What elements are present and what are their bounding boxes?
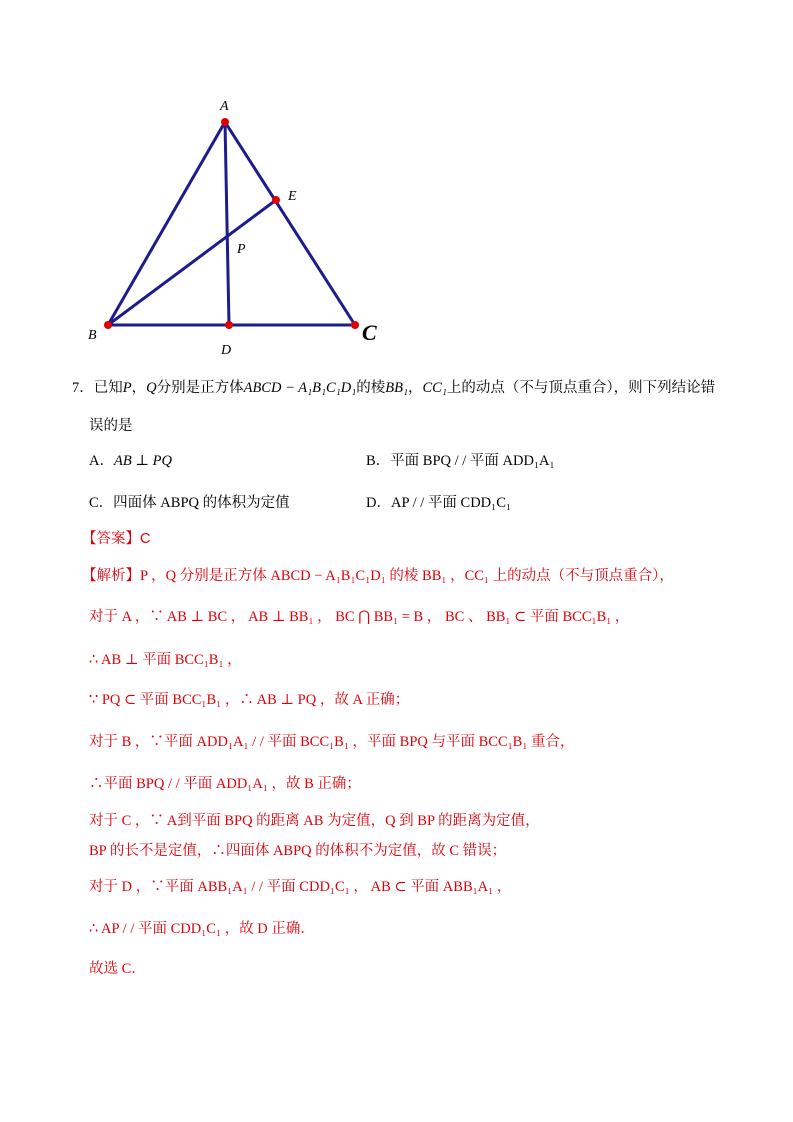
analysis-line-2: 对于 A ，∵ AB ⊥ BC ， AB ⊥ BB₁ ， BC ⋂ BB₁ = B ， BC 、 BB₁ ⊂ 平面 BCC₁B₁ ，: [89, 609, 630, 625]
segment-AD: [225, 122, 229, 325]
analysis-line-8: BP 的长不是定值，∴四面体 ABPQ 的体积不为定值，故 C 错误；: [89, 843, 507, 859]
point-D: [225, 321, 233, 329]
analysis-line-10: ∴ AP / / 平面 CDD₁C₁ ，故 D 正确．: [89, 921, 315, 937]
question-stem: 7．已知P，Q分别是正方体ABCD − A₁B₁C₁D₁的棱BB₁，CC₁上的动点（不与顶点重合），则下列结论错: [72, 380, 716, 396]
label-A: A: [220, 99, 229, 114]
label-C: C: [362, 320, 377, 345]
analysis-line-1: 【解析】P ，Q 分别是正方体 ABCD − A₁B₁C₁D₁ 的棱 BB₁ ，CC₁ 上的动点（不与顶点重合），: [82, 568, 674, 584]
analysis-line-5: 对于 B ，∵平面 ADD₁A₁ / / 平面 BCC₁B₁ ，平面 BPQ 与平面 BCC₁B₁ 重合，: [89, 734, 575, 750]
label-B: B: [88, 328, 97, 343]
option-a[interactable]: A．AB ⊥ PQ: [89, 453, 172, 469]
analysis-tag: 【解析】: [82, 568, 140, 584]
analysis-line-3: ∴ AB ⊥ 平面 BCC₁B₁ ，: [89, 652, 242, 668]
answer-value: C: [140, 531, 151, 547]
point-A: [221, 118, 229, 126]
point-E: [272, 196, 280, 204]
answer-line: [82, 527, 150, 548]
segment-BE: [108, 200, 276, 325]
answer-tag: 【答案】: [82, 531, 140, 547]
question-number: 7．: [72, 380, 94, 396]
option-b[interactable]: B．平面 BPQ / / 平面 ADD₁A₁: [366, 453, 555, 469]
option-c[interactable]: C．四面体 ABPQ 的体积为定值: [89, 495, 290, 511]
option-d[interactable]: D．AP / / 平面 CDD₁C₁: [366, 495, 511, 511]
question-stem-line2: 误的是: [89, 418, 133, 434]
point-C: [351, 321, 359, 329]
point-B: [104, 321, 112, 329]
label-E: E: [288, 189, 297, 204]
analysis-line-11: 故选 C．: [89, 961, 146, 977]
analysis-line-7: 对于 C ，∵ A到平面 BPQ 的距离 AB 为定值，Q 到 BP 的距离为定值，: [89, 813, 540, 829]
segment-AB: [108, 122, 225, 325]
analysis-line-4: ∵ PQ ⊂ 平面 BCC₁B₁ ，∴ AB ⊥ PQ ，故 A 正确；: [89, 692, 410, 708]
label-D: D: [221, 343, 232, 358]
label-P: P: [237, 242, 246, 257]
analysis-line-9: 对于 D ，∵平面 ABB₁A₁ / / 平面 CDD₁C₁ ， AB ⊂ 平面 ABB₁A₁ ，: [89, 879, 512, 895]
analysis-line-6: ∴平面 BPQ / / 平面 ADD₁A₁ ，故 B 正确；: [89, 776, 361, 792]
triangle-figure: [0, 0, 793, 400]
